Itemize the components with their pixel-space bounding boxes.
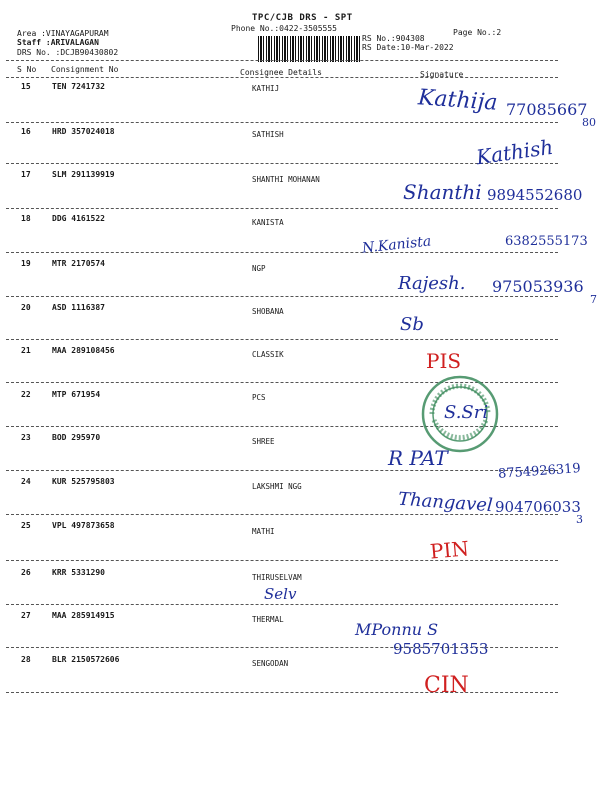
row-22-consignment: MTP 671954	[52, 390, 101, 399]
staff: Staff :ARIVALAGAN	[17, 38, 99, 47]
row-22-sno: 22	[21, 390, 31, 399]
row-divider	[6, 252, 558, 253]
row-24-sno: 24	[21, 477, 31, 486]
phone-23: 8754926319	[497, 461, 582, 482]
row-26-sno: 26	[21, 568, 31, 577]
phone-15: 77085667	[506, 100, 588, 119]
row-17-sno: 17	[21, 170, 31, 179]
col-signature: Signature	[420, 70, 464, 79]
row-divider	[6, 122, 558, 123]
row-27-consignment: MAA 285914915	[52, 611, 115, 620]
row-19-sno: 19	[21, 259, 31, 268]
row-27-consignee: THERMAL	[252, 615, 284, 624]
row-15-sno: 15	[21, 82, 31, 91]
row-28-consignee: SENGODAN	[252, 659, 289, 668]
row-28-consignment: BLR 2150572606	[52, 655, 120, 664]
row-17-consignee: SHANTHI MOHANAN	[252, 175, 320, 184]
area: Area :VINAYAGAPURAM	[17, 29, 109, 38]
row-divider	[6, 163, 558, 164]
phone-number: Phone No.:0422-3505555	[231, 24, 337, 33]
col-consignment: Consignment No	[51, 65, 119, 74]
signature-20: Sb	[400, 314, 424, 335]
signature-19: Rajesh.	[398, 273, 466, 294]
row-23-sno: 23	[21, 433, 31, 442]
row-divider	[6, 208, 558, 209]
row-16-consignment: HRD 357024018	[52, 127, 115, 136]
signature-16: Kathish	[474, 134, 555, 170]
rs-date: RS Date:10-Mar-2022	[362, 43, 454, 52]
row-divider	[6, 470, 558, 471]
row-19-consignment: MTR 2170574	[52, 259, 105, 268]
drs-number: DRS No. :DCJB90430802	[17, 48, 119, 57]
row-21-consignment: MAA 289108456	[52, 346, 115, 355]
phone-18: 6382555173	[505, 234, 588, 249]
phone-24: 904706033	[495, 498, 581, 516]
row-18-consignee: KANISTA	[252, 218, 284, 227]
row-25-consignee: MATHI	[252, 527, 275, 536]
rs-number: RS No.:904308	[362, 34, 425, 43]
row-21-sno: 21	[21, 346, 31, 355]
row-25-consignment: VPL 497873658	[52, 521, 115, 530]
row-16-consignee: SATHISH	[252, 130, 284, 139]
row-divider	[6, 296, 558, 297]
signature-27: MPonnu S	[355, 620, 439, 639]
row-18-consignment: DDG 4161522	[52, 214, 105, 223]
row-23-consignee: SHREE	[252, 437, 275, 446]
phone-19-tail: 7	[590, 293, 597, 306]
signature-28: CIN	[424, 673, 469, 698]
row-17-consignment: SLM 291139919	[52, 170, 115, 179]
signature-18: N.Kanista	[361, 233, 432, 257]
phone-19: 975053936	[492, 277, 584, 296]
row-28-sno: 28	[21, 655, 31, 664]
row-20-consignee: SHOBANA	[252, 307, 284, 316]
phone-17: 9894552680	[487, 186, 583, 204]
row-15-consignee: KATHIJ	[252, 84, 280, 93]
row-24-consignment: KUR 525795803	[52, 477, 115, 486]
signature-25: PIN	[429, 536, 470, 564]
columns-divider	[6, 77, 558, 78]
row-19-consignee: NGP	[252, 264, 266, 273]
row-26-consignee: THIRUSELVAM	[252, 573, 302, 582]
row-25-sno: 25	[21, 521, 31, 530]
row-21-consignee: CLASSIK	[252, 350, 284, 359]
signature-22: S.Sri	[444, 402, 489, 423]
phone-15-tail: 80	[582, 116, 596, 129]
signature-26: Selv	[264, 585, 297, 603]
page-number: Page No.:2	[453, 28, 502, 37]
doc-title: TPC/CJB DRS - SPT	[252, 13, 353, 23]
row-27-sno: 27	[21, 611, 31, 620]
signature-17: Shanthi	[403, 180, 482, 204]
row-divider	[6, 339, 558, 340]
row-20-sno: 20	[21, 303, 31, 312]
col-consignee: Consignee Details	[240, 68, 322, 77]
col-sno: S No	[17, 65, 37, 74]
header-divider	[6, 60, 558, 61]
row-22-consignee: PCS	[252, 393, 266, 402]
row-23-consignment: BOD 295970	[52, 433, 101, 442]
row-24-consignee: LAKSHMI NGG	[252, 482, 302, 491]
signature-23: R PAT	[388, 446, 448, 470]
phone-27: 9585701353	[393, 640, 489, 658]
row-divider	[6, 560, 558, 561]
signature-15: Kathija	[417, 85, 499, 116]
row-20-consignment: ASD 1116387	[52, 303, 105, 312]
signature-21: PIS	[426, 349, 462, 373]
barcode	[258, 36, 362, 62]
phone-24-tail: 3	[576, 513, 583, 526]
signature-24: Thangavel	[397, 488, 494, 517]
row-18-sno: 18	[21, 214, 31, 223]
row-divider	[6, 604, 558, 605]
row-15-consignment: TEN 7241732	[52, 82, 105, 91]
row-16-sno: 16	[21, 127, 31, 136]
row-26-consignment: KRR 5331290	[52, 568, 105, 577]
row-divider	[6, 692, 558, 693]
